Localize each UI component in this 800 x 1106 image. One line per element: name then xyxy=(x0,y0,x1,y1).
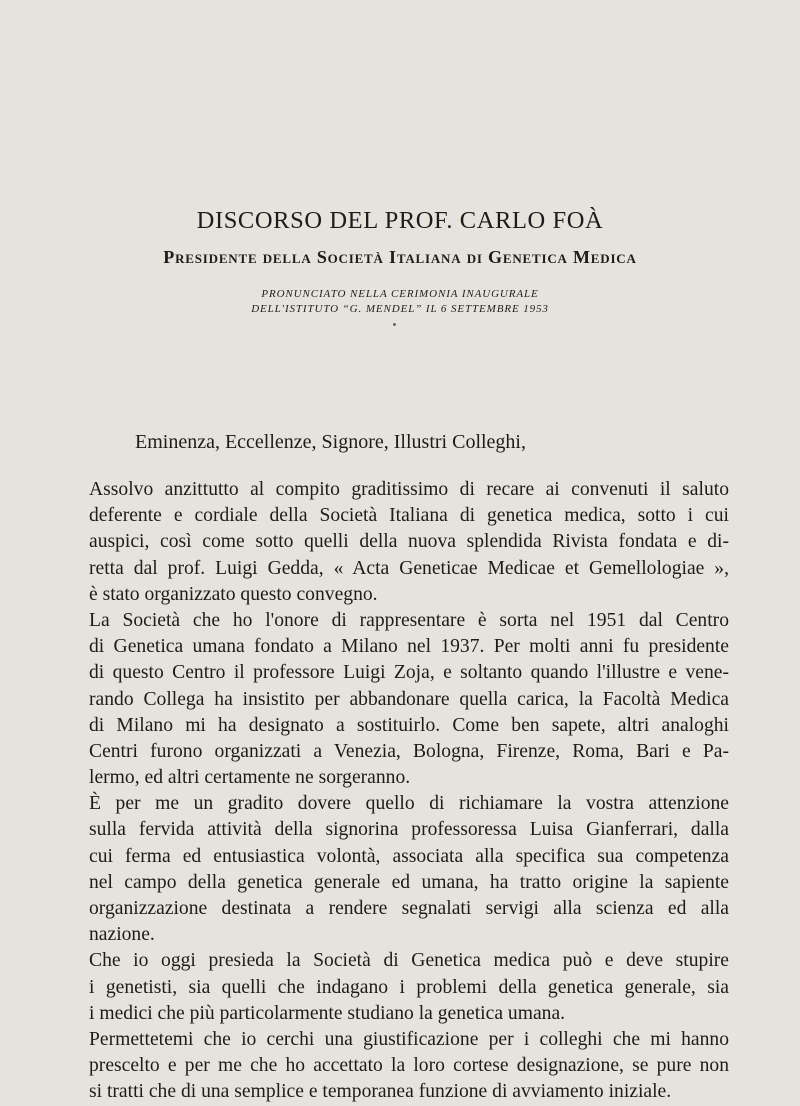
text-line: sulla fervida attività della signorina professoressa Luisa Gianferrari, dalla xyxy=(89,819,729,841)
text-line: Permettetemi che io cerchi una giustificazione per i colleghi che mi hanno xyxy=(89,1028,729,1050)
text-line: auspici, così come sotto quelli della nuova splendida Rivista fondata e di- xyxy=(89,531,729,553)
occasion-line-1: PRONUNCIATO NELLA CERIMONIA INAUGURALE xyxy=(261,288,539,300)
text-line: è stato organizzato questo convegno. xyxy=(89,583,378,605)
text-line: si tratti che di una semplice e temporanea funzione di avviamento iniziale. xyxy=(89,1081,672,1103)
text-line: di questo Centro il professore Luigi Zoja, e soltanto quando l'illustre e vene- xyxy=(89,662,729,684)
occasion-line-2: DELL'ISTITUTO “G. MENDEL” IL 6 SETTEMBRE 1953 xyxy=(251,303,549,315)
text-line: Centri furono organizzati a Venezia, Bologna, Firenze, Roma, Bari e Pa- xyxy=(89,740,729,762)
text-line: i medici che più particolarmente studiano la genetica umana. xyxy=(89,1002,566,1024)
text-line: nazione. xyxy=(89,924,155,946)
text-line: rando Collega ha insistito per abbandonare quella carica, la Facoltà Medica xyxy=(89,688,729,710)
text-line: retta dal prof. Luigi Gedda, « Acta Geneticae Medicae et Gemellologiae », xyxy=(89,557,729,579)
text-line: cui ferma ed entusiastica volontà, associata alla specifica sua competenza xyxy=(89,845,729,867)
text-line: Che io oggi presieda la Società di Genetica medica può e deve stupire xyxy=(89,950,729,972)
ornament-dot xyxy=(393,323,396,326)
author-role-subtitle: Presidente della Società Italiana di Genetica Medica xyxy=(163,247,637,267)
text-line: prescelto e per me che ho accettato la loro cortese designazione, se pure non xyxy=(89,1055,729,1077)
text-line: di Milano mi ha designato a sostituirlo. Come ben sapete, altri analoghi xyxy=(89,714,729,736)
text-line: nel campo della genetica generale ed umana, ha tratto origine la sapiente xyxy=(89,871,729,893)
page-title: DISCORSO DEL PROF. CARLO FOÀ xyxy=(196,207,604,234)
text-line: Assolvo anzittutto al compito graditissimo di recare ai convenuti il saluto xyxy=(89,479,729,500)
text-line: La Società che ho l'onore di rappresentare è sorta nel 1951 dal Centro xyxy=(89,609,729,631)
speech-body xyxy=(89,477,729,1106)
text-line: lermo, ed altri certamente ne sorgeranno. xyxy=(89,767,411,789)
text-line: di Genetica umana fondato a Milano nel 1937. Per molti anni fu presidente xyxy=(89,636,729,658)
text-line: È per me un gradito dovere quello di richiamare la vostra attenzione xyxy=(89,793,729,815)
occasion-note xyxy=(0,287,800,317)
text-line: deferente e cordiale della Società Italiana di genetica medica, sotto i cui xyxy=(89,505,729,527)
text-line: i genetisti, sia quelli che indagano i problemi della genetica generale, sia xyxy=(89,976,729,998)
text-line: organizzazione destinata a rendere segnalati servigi alla scienza ed alla xyxy=(89,898,729,919)
salutation: Eminenza, Eccellenze, Signore, Illustri Colleghi, xyxy=(135,431,526,453)
